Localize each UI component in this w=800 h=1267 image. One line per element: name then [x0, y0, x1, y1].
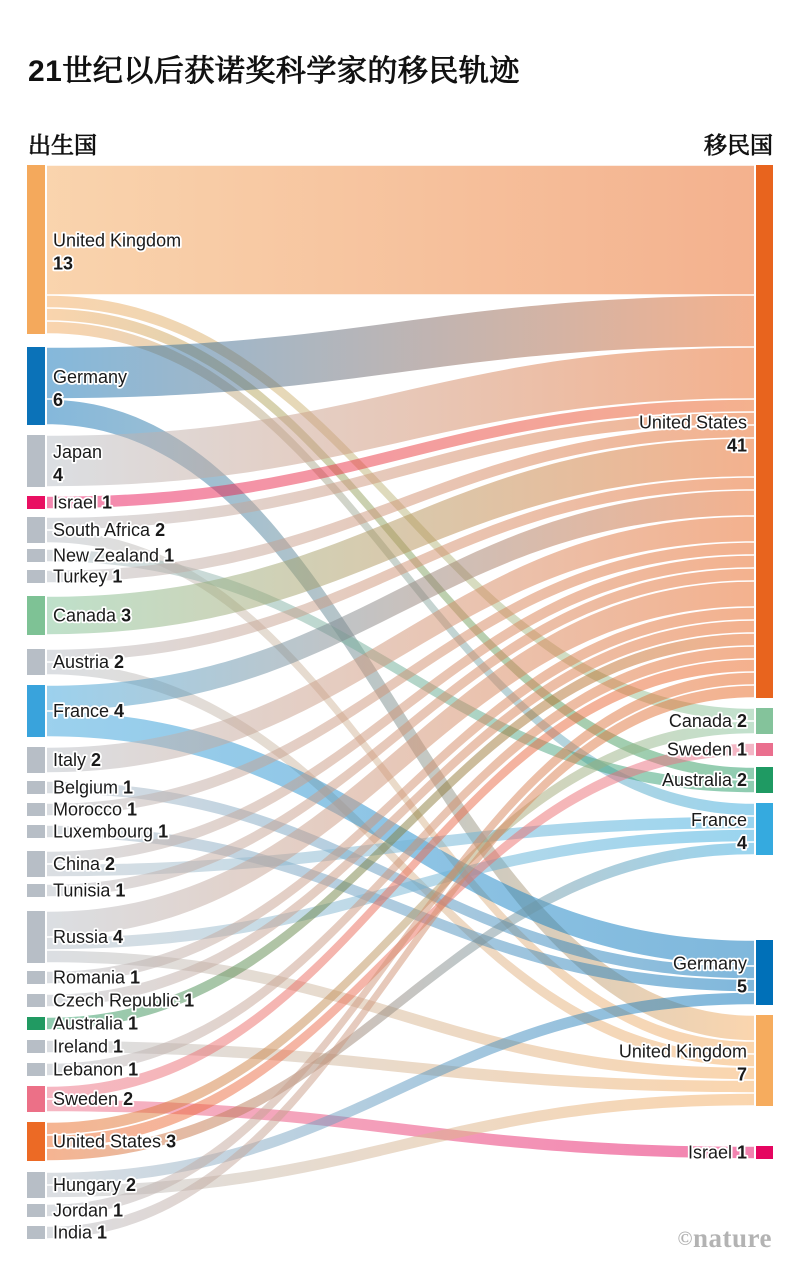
node-label: Italy 2	[53, 750, 102, 770]
sankey-node-left-ie	[27, 1040, 45, 1053]
node-label: Tunisia 1	[53, 880, 126, 901]
node-label: South Africa 2	[53, 520, 166, 540]
node-value: 41	[726, 435, 747, 456]
sankey-node-right-US	[756, 165, 773, 698]
node-label: New Zealand 1	[53, 545, 175, 566]
sankey-node-left-nz	[27, 549, 45, 562]
node-label: Romania 1	[53, 967, 141, 988]
node-label: Czech Republic 1	[53, 990, 195, 1011]
sankey-links-layer	[47, 166, 754, 1238]
sankey-node-left-ma	[27, 803, 45, 816]
sankey-node-right-SE	[756, 743, 773, 756]
node-label: Canada 2	[668, 711, 747, 731]
node-value: 6	[53, 390, 64, 410]
node-label: Canada 3	[53, 605, 132, 626]
node-label: Israel 1	[53, 492, 113, 513]
node-label: Germany	[672, 953, 747, 974]
node-label: Lebanon 1	[53, 1059, 139, 1080]
node-label: Morocco 1	[53, 799, 138, 820]
sankey-node-right-IL	[756, 1146, 773, 1159]
node-label: Belgium 1	[53, 777, 134, 798]
birth-country-column-header: 出生国	[28, 132, 97, 158]
node-label: United Kingdom	[618, 1041, 747, 1062]
sankey-node-left-fr	[27, 685, 45, 737]
sankey-node-left-be	[27, 781, 45, 794]
node-label: Ireland 1	[53, 1036, 124, 1057]
sankey-node-left-au	[27, 1017, 45, 1030]
sankey-node-left-se	[27, 1086, 45, 1112]
node-value: 5	[736, 976, 747, 997]
node-label: Israel 1	[687, 1142, 747, 1163]
node-label: United States 3	[53, 1131, 177, 1152]
sankey-node-left-cn	[27, 851, 45, 877]
node-label: Jordan 1	[53, 1200, 124, 1221]
sankey-node-left-lu	[27, 825, 45, 838]
sankey-node-left-za	[27, 517, 45, 543]
node-label: Austria 2	[53, 652, 125, 672]
node-label: Australia 1	[53, 1013, 139, 1034]
sankey-node-left-us	[27, 1122, 45, 1161]
sankey-node-left-cz	[27, 994, 45, 1007]
node-label: Sweden 1	[666, 739, 747, 760]
node-label: Luxembourg 1	[53, 821, 169, 842]
node-label: Hungary 2	[53, 1175, 137, 1195]
copyright-icon: ©	[677, 1228, 693, 1250]
sankey-node-right-AU	[756, 767, 773, 793]
sankey-node-left-de	[27, 347, 45, 425]
node-label: Australia 2	[661, 770, 747, 790]
sankey-node-left-tn	[27, 884, 45, 897]
sankey-node-left-ca	[27, 596, 45, 635]
destination-country-column-header: 移民国	[704, 132, 773, 158]
node-label: Sweden 2	[53, 1089, 134, 1109]
node-value: 4	[736, 833, 747, 853]
sankey-node-left-it	[27, 747, 45, 773]
nature-watermark-text: nature	[692, 1223, 772, 1253]
sankey-node-left-jp	[27, 435, 45, 487]
node-label: Germany	[53, 367, 128, 387]
node-label: France	[690, 810, 747, 830]
node-label: Japan	[53, 442, 103, 462]
node-label: India 1	[53, 1222, 108, 1243]
sankey-node-left-il	[27, 496, 45, 509]
node-label: France 4	[53, 701, 125, 721]
node-value: 7	[736, 1064, 747, 1085]
node-label: China 2	[53, 854, 116, 874]
sankey-node-left-gb	[27, 165, 45, 334]
sankey-node-left-lb	[27, 1063, 45, 1076]
sankey-node-right-FR	[756, 803, 773, 855]
sankey-node-right-GB	[756, 1015, 773, 1106]
node-value: 4	[53, 465, 64, 485]
node-label: United Kingdom	[53, 230, 182, 251]
node-label: Turkey 1	[53, 566, 123, 587]
sankey-node-right-CA	[756, 708, 773, 734]
sankey-node-left-jo	[27, 1204, 45, 1217]
node-label: Russia 4	[53, 927, 124, 947]
sankey-node-left-hu	[27, 1172, 45, 1198]
sankey-node-left-tr	[27, 570, 45, 583]
nature-watermark	[678, 1223, 772, 1254]
node-value: 13	[53, 253, 74, 274]
sankey-node-left-ru	[27, 911, 45, 963]
sankey-node-left-at	[27, 649, 45, 675]
sankey-node-right-DE	[756, 940, 773, 1005]
sankey-node-left-ro	[27, 971, 45, 984]
page-title: 21世纪以后获诺奖科学家的移民轨迹	[28, 55, 520, 88]
sankey-node-left-in	[27, 1226, 45, 1239]
node-label: United States	[638, 412, 747, 433]
